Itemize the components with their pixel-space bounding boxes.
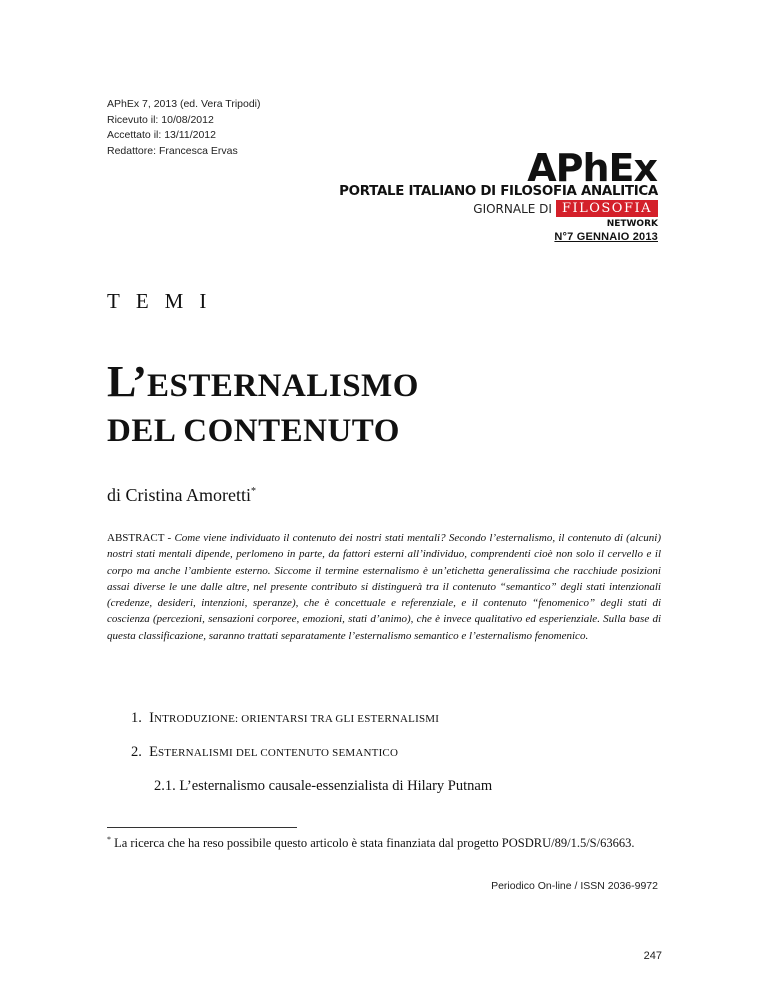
toc-number: 2.1. bbox=[154, 778, 176, 794]
journal-network-row bbox=[473, 200, 658, 217]
issn-line: Periodico On-line / ISSN 2036-9972 bbox=[491, 880, 658, 892]
journal-logo-title: APhEx bbox=[527, 146, 657, 190]
author-footnote-mark: * bbox=[251, 486, 256, 497]
toc-number: 2. bbox=[131, 744, 142, 760]
journal-subtitle: PORTALE ITALIANO DI FILOSOFIA ANALITICA bbox=[339, 184, 658, 199]
footnote bbox=[107, 835, 634, 851]
title-initial: L’ bbox=[107, 357, 147, 406]
toc-item bbox=[131, 744, 398, 761]
toc-initial: E bbox=[149, 744, 158, 760]
article-metadata bbox=[107, 97, 261, 159]
toc-number: 1. bbox=[131, 710, 142, 726]
abstract bbox=[107, 530, 661, 644]
title-rest: ESTERNALISMO bbox=[146, 368, 419, 404]
filosofia-logo: FILOSOFIA bbox=[556, 200, 658, 217]
author-byline bbox=[107, 485, 256, 506]
toc-item bbox=[131, 710, 439, 727]
footnote-divider bbox=[107, 827, 297, 828]
toc-subitem bbox=[154, 778, 492, 795]
meta-line: Accettato il: 13/11/2012 bbox=[107, 129, 216, 141]
article-title-line1 bbox=[107, 356, 419, 407]
meta-line: Redattore: Francesca Ervas bbox=[107, 144, 238, 157]
article-title-line2: DEL CONTENUTO bbox=[107, 413, 400, 449]
meta-line: APhEx 7, 2013 (ed. Vera Tripodi) bbox=[107, 98, 261, 110]
toc-title: STERNALISMI DEL CONTENUTO SEMANTICO bbox=[157, 747, 399, 759]
author-name: di Cristina Amoretti bbox=[107, 485, 251, 505]
abstract-label: ABSTRACT bbox=[107, 532, 165, 544]
footnote-mark: * bbox=[107, 835, 111, 844]
section-label: TEMI bbox=[107, 289, 223, 313]
meta-line: Ricevuto il: 10/08/2012 bbox=[107, 113, 214, 126]
page-number: 247 bbox=[643, 950, 662, 962]
toc-title: L’esternalismo causale-essenzialista di Hilary Putnam bbox=[179, 778, 493, 794]
footnote-text: La ricerca che ha reso possibile questo articolo è stata finanziata dal progetto POSDRU/89/1.5/S/63663. bbox=[114, 836, 635, 851]
abstract-text: - Come viene individuato il contenuto dei nostri stati mentali? Secondo l’esternalismo, il contenuto di (alcuni) nostri stati mentali dipende, perlomeno in parte, da fattori esterni all’individuo, comprendenti cioè non solo il cervello e il corpo ma anche l’ambiente esterno. Siccome il termine esternalismo è un’etichetta generalissima che racchiude posizioni assai diverse le une dalle altre, nel presente contributo si distinguerà tra il contenuto “semantico” degli stati intenzionali (credenze, desideri, intenzioni, speranze), che è concettuale e referenziale, e il contenuto “fenomenico” degli stati di coscienza (percezioni, sensazioni corporee, emozioni, stati d’animo), che è invece qualitativo ed esperienziale. Sulla base di questa classificazione, saranno trattati separatamente l’esternalismo semantico e l’esternalismo fenomenico. bbox=[107, 532, 661, 642]
giornale-di-label: GIORNALE DI bbox=[473, 201, 552, 216]
network-label: NETWORK bbox=[606, 219, 658, 229]
toc-title: NTRODUZIONE: ORIENTARSI TRA GLI ESTERNALISMI bbox=[153, 713, 440, 725]
toc-initial: I bbox=[149, 710, 154, 726]
issue-label: N°7 GENNAIO 2013 bbox=[554, 231, 658, 243]
